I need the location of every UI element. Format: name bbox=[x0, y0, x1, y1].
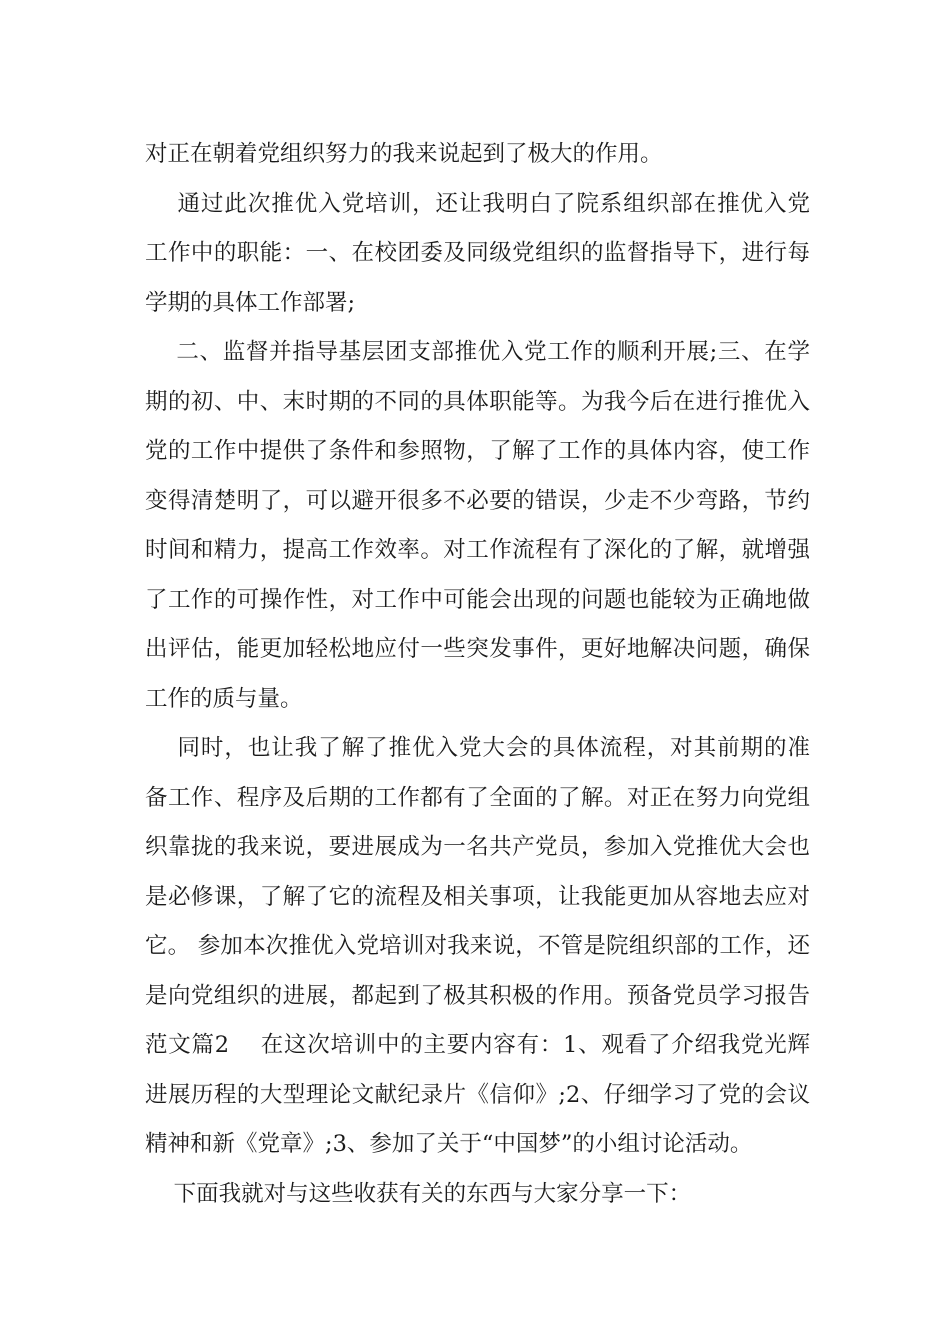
text-line: 范文篇2 在这次培训中的主要内容有：1、观看了介绍我党光辉 bbox=[145, 1032, 810, 1058]
text-line: 工作中的职能：一、在校团委及同级党组织的监督指导下，进行每 bbox=[145, 240, 810, 266]
text-line: 它。 参加本次推优入党培训对我来说，不管是院组织部的工作，还 bbox=[145, 933, 810, 959]
text-line: 党的工作中提供了条件和参照物，了解了工作的具体内容，使工作 bbox=[145, 438, 810, 464]
text-line: 变得清楚明了，可以避开很多不必要的错误，少走不少弯路，节约 bbox=[145, 487, 810, 514]
text-line: 下面我就对与这些收获有关的东西与大家分享一下： bbox=[145, 1180, 692, 1207]
text-line: 工作的质与量。 bbox=[145, 685, 303, 712]
text-line: 期的初、中、末时期的不同的具体职能等。为我今后在进行推优入 bbox=[145, 388, 810, 415]
text-line: 通过此次推优入党培训，还让我明白了院系组织部在推优入党 bbox=[145, 190, 810, 217]
text-line: 是必修课，了解了它的流程及相关事项，让我能更加从容地去应对 bbox=[145, 883, 810, 910]
text-line: 对正在朝着党组织努力的我来说起到了极大的作用。 bbox=[145, 141, 663, 167]
text-line: 精神和新《党章》;3、参加了关于“中国梦”的小组讨论活动。 bbox=[145, 1131, 753, 1157]
text-line: 了工作的可操作性，对工作中可能会出现的问题也能较为正确地做 bbox=[145, 586, 810, 613]
text-line: 学期的具体工作部署; bbox=[145, 289, 356, 316]
text-line: 二、监督并指导基层团支部推优入党工作的顺利开展;三、在学 bbox=[145, 339, 810, 365]
document-body bbox=[145, 130, 810, 1219]
text-line: 织靠拢的我来说，要进展成为一名共产党员，参加入党推优大会也 bbox=[145, 834, 810, 860]
text-line: 进展历程的大型理论文献纪录片《信仰》;2、仔细学习了党的会议 bbox=[145, 1081, 810, 1108]
text-line: 同时，也让我了解了推优入党大会的具体流程，对其前期的准 bbox=[145, 735, 810, 761]
text-line: 时间和精力，提高工作效率。对工作流程有了深化的了解，就增强 bbox=[145, 537, 810, 563]
text-line: 备工作、程序及后期的工作都有了全面的了解。对正在努力向党组 bbox=[145, 784, 810, 811]
text-line: 是向党组织的进展，都起到了极其积极的作用。预备党员学习报告 bbox=[145, 982, 810, 1009]
text-line: 出评估，能更加轻松地应付一些突发事件，更好地解决问题，确保 bbox=[145, 636, 810, 662]
